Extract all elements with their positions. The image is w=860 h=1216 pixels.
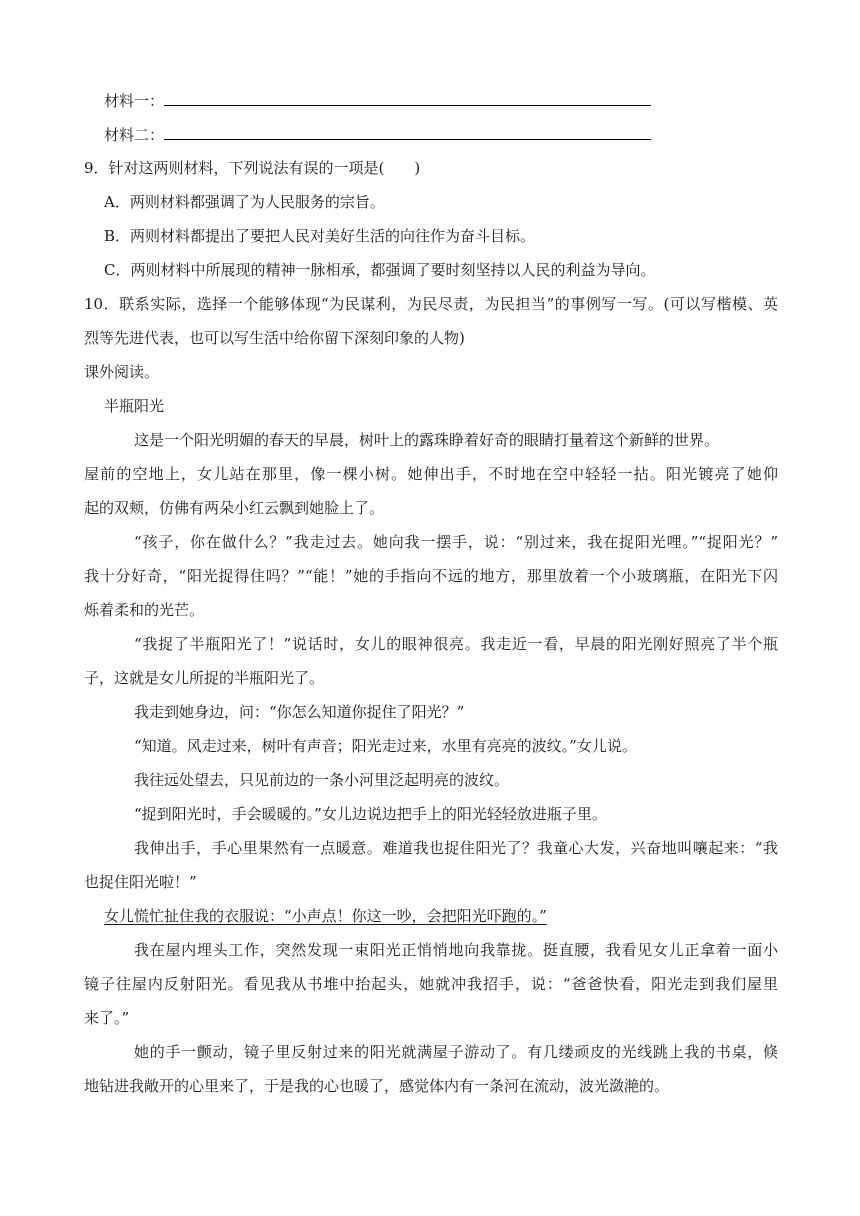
- story-paragraph-3-line-2: 我十分好奇，“阳光捉得住吗？”“能！”她的手指向不远的地方，那里放着一个小玻璃瓶，在阳光下闪: [84, 567, 778, 585]
- question-9-option-a: A．两则材料都强调了为人民服务的宗旨。: [104, 193, 385, 211]
- story-paragraph-4-line-1: “我捉了半瓶阳光了！”说话时，女儿的眼神很亮。我走近一看，早晨的阳光刚好照亮了半个瓶: [134, 635, 778, 653]
- story-paragraph-6: “知道。风走过来，树叶有声音；阳光走过来，水里有亮亮的波纹。”女儿说。: [134, 737, 637, 755]
- material-two-line: [104, 124, 651, 145]
- story-paragraph-3-line-1: “孩子，你在做什么？”我走过去。她向我一摆手，说：“别过来，我在捉阳光哩。”“捉阳光？”: [134, 533, 778, 551]
- story-paragraph-8: “捉到阳光时，手会暖暖的。”女儿边说边把手上的阳光轻轻放进瓶子里。: [134, 805, 607, 823]
- story-paragraph-9-line-1: 我伸出手，手心里果然有一点暖意。难道我也捉住阳光了？我童心大发，兴奋地叫嚷起来：“我: [134, 839, 778, 857]
- question-10-line-2: 烈等先进代表，也可以写生活中给你留下深刻印象的人物): [84, 329, 465, 347]
- story-paragraph-10-underlined: 女儿慌忙扯住我的衣服说：“小声点！你这一吵，会把阳光吓跑的。”: [104, 907, 547, 925]
- story-paragraph-2-line-1: 屋前的空地上，女儿站在那里，像一棵小树。她伸出手，不时地在空中轻轻一拈。阳光镀亮了她仰: [84, 465, 778, 483]
- story-paragraph-2-line-2: 起的双颊，仿佛有两朵小红云飘到她脸上了。: [84, 499, 385, 517]
- section-label: 课外阅读。: [84, 363, 160, 381]
- question-9-option-b: B．两则材料都提出了要把人民对美好生活的向往作为奋斗目标。: [104, 227, 536, 245]
- material-one-line: [104, 90, 651, 111]
- question-9-stem: 9．针对这两则材料，下列说法有误的一项是( ): [84, 159, 421, 177]
- story-paragraph-11-line-2: 镜子往屋内反射阳光。看见我从书堆中抬起头，她就冲我招手，说：“爸爸快看，阳光走到我们屋里: [84, 975, 778, 993]
- story-paragraph-12-line-1: 她的手一颤动，镜子里反射过来的阳光就满屋子游动了。有几缕顽皮的光线跳上我的书桌，倏: [134, 1043, 778, 1061]
- question-9-option-c: C．两则材料中所展现的精神一脉相承，都强调了要时刻坚持以人民的利益为导向。: [104, 261, 656, 279]
- material-two-blank[interactable]: [164, 124, 651, 140]
- story-paragraph-9-line-2: 也捉住阳光啦！”: [84, 873, 197, 891]
- story-paragraph-11-line-3: 来了。”: [84, 1009, 130, 1027]
- material-one-label: 材料一：: [104, 92, 165, 110]
- story-title: 半瓶阳光: [104, 397, 165, 415]
- story-paragraph-1: 这是一个阳光明媚的春天的早晨，树叶上的露珠睁着好奇的眼睛打量着这个新鲜的世界。: [134, 431, 720, 449]
- story-paragraph-5: 我走到她身边，问：“你怎么知道你捉住了阳光？”: [134, 703, 465, 721]
- question-10-line-1: 10．联系实际，选择一个能够体现“为民谋利，为民尽责，为民担当”的事例写一写。(可以写楷模、英: [84, 295, 778, 313]
- material-one-blank[interactable]: [164, 90, 651, 106]
- story-paragraph-7: 我往远处望去，只见前边的一条小河里泛起明亮的波纹。: [134, 771, 510, 789]
- story-paragraph-4-line-2: 子，这就是女儿所捉的半瓶阳光了。: [84, 669, 325, 687]
- story-paragraph-11-line-1: 我在屋内埋头工作，突然发现一束阳光正悄悄地向我靠拢。挺直腰，我看见女儿正拿着一面小: [134, 941, 778, 959]
- story-paragraph-3-line-3: 烁着柔和的光芒。: [84, 601, 205, 619]
- story-paragraph-12-line-2: 地钻进我敞开的心里来了，于是我的心也暖了，感觉体内有一条河在流动，波光潋滟的。: [84, 1077, 670, 1095]
- material-two-label: 材料二：: [104, 126, 165, 144]
